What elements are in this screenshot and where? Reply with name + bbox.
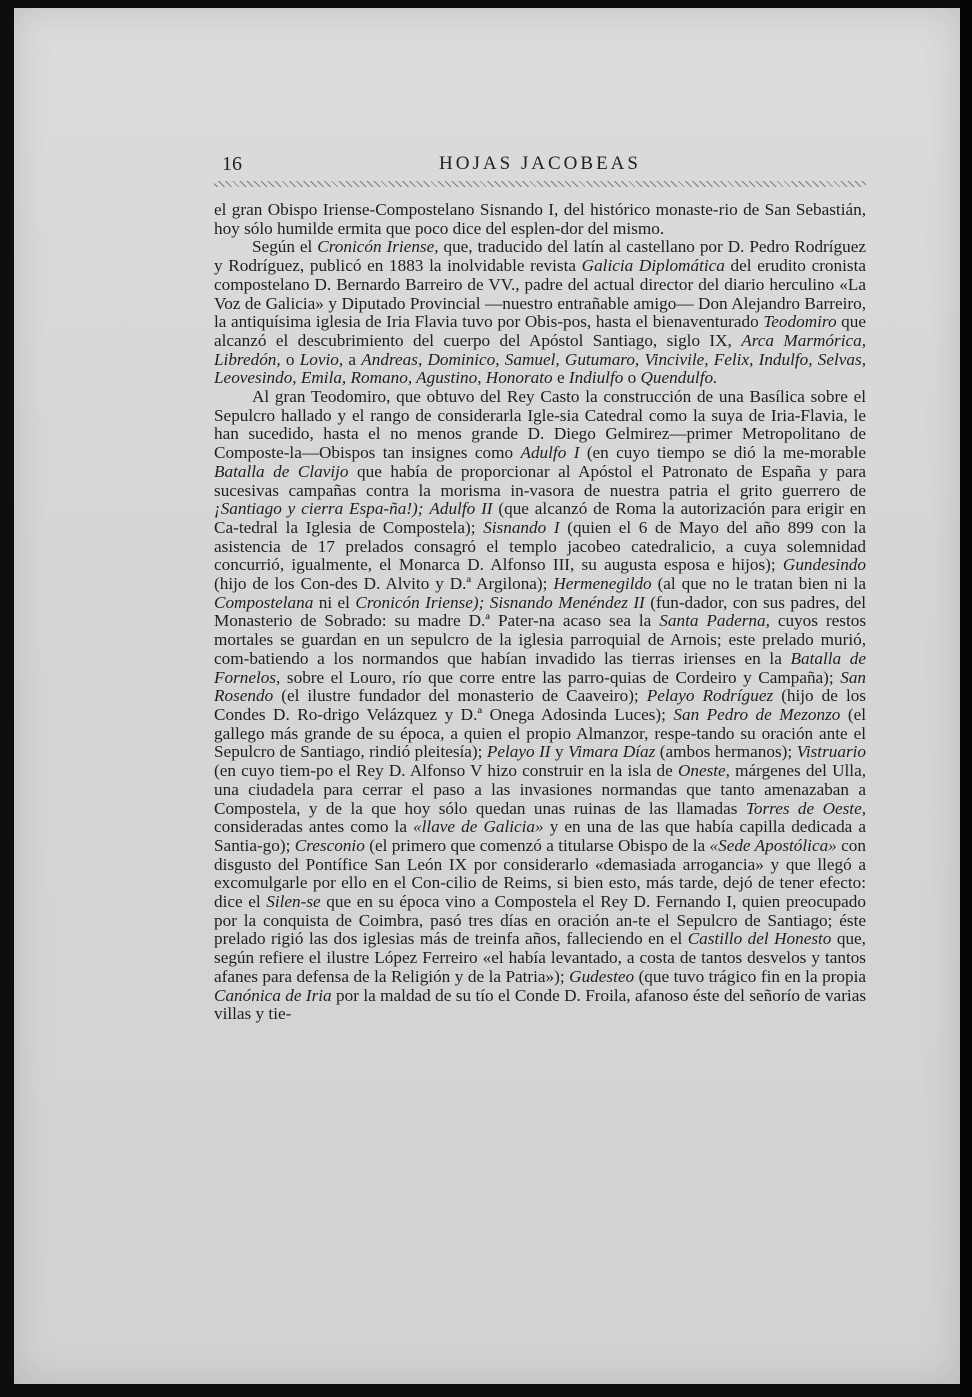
text-run: por la maldad de su tío el Conde D. Froila, afanoso éste del señorío de varias villas y tie- bbox=[214, 985, 867, 1024]
italic-run: Oneste, bbox=[677, 761, 730, 781]
text-run: (en cuyo tiem-po el Rey D. Alfonso V hizo construir en la isla de bbox=[214, 761, 678, 781]
text-run: a bbox=[343, 349, 362, 369]
italic-run: Santa Paderna, bbox=[659, 611, 770, 631]
text-run: (fun-dador, con sus padres, del Monasterio de Sobrado: su madre D.ª Pater-na acaso sea la bbox=[214, 592, 866, 631]
italic-run: Vimara Díaz bbox=[568, 742, 656, 762]
italic-run: Castillo del Honesto bbox=[687, 929, 832, 949]
text-run: que en su época vino a Compostela el Rey D. Fernando I, quien preocupado por la conquista de Coimbra, pasó tres días en oración an-te el Sepulcro de Santiago; éste prelado rigió las dos iglesias más de treinfa años, falleciendo en el bbox=[214, 892, 866, 949]
text-run: (en cuyo tiempo se dió la me-morable bbox=[579, 443, 866, 463]
paragraph-teodomiro bbox=[214, 388, 866, 1024]
header-ornament-rule bbox=[214, 181, 866, 187]
text-run: que alcanzó el descubrimiento del cuerpo del Apóstol Santiago, siglo IX, bbox=[214, 312, 866, 350]
italic-run: Adulfo I bbox=[520, 443, 580, 463]
text-run: Según el bbox=[252, 237, 318, 257]
text-run: que, según refiere el ilustre López Ferreiro «el había levantado, a costa de tantos desvelos y tantos afanes para defensa de la Religión y de la Patria»); bbox=[214, 929, 866, 986]
text-run: márgenes del Ulla, una ciudadela para cerrar el paso a las invasiones normandas que tanto amenazaban a Compostela, y de la que hoy sólo quedan unas ruinas de las llamadas bbox=[214, 761, 866, 818]
text-run: (hijo de los Con-des D. Alvito y D.ª Argilona); bbox=[214, 574, 554, 594]
italic-run: Pelayo Rodríguez bbox=[646, 686, 774, 706]
italic-run: San Rosendo bbox=[214, 667, 866, 706]
italic-run: Cronicón Iriense, bbox=[317, 237, 439, 257]
text-run: (que alcanzó de Roma la autorización para erigir en Ca-tedral la Iglesia de Compostela); bbox=[214, 499, 867, 537]
italic-run: Vistruario bbox=[796, 742, 867, 762]
page-number: 16 bbox=[222, 153, 242, 175]
italic-run: Adulfo II bbox=[429, 499, 493, 519]
text-run: e bbox=[552, 368, 569, 388]
text-run: Al gran Teodomiro, que obtuvo del Rey Casto la construcción de una Basílica sobre el Sepulcro hallado y el rango de considerarla Igle-sia Catedral como la suya de Iria-Flavia, le han sucedido, hasta el no menos grande D. Diego Gelmirez—primer Metropolitano de Composte-la—Obispos tan insignes como bbox=[214, 387, 866, 463]
italic-run: Arca Marmórica, Libredón, bbox=[214, 330, 866, 369]
scan-right-edge bbox=[960, 0, 972, 1397]
italic-run: Compostelana bbox=[214, 592, 314, 612]
italic-run: Sisnando I bbox=[483, 517, 560, 537]
italic-run: «Sede Apostólica» bbox=[709, 835, 837, 855]
text-run: cuyos restos mortales se guardan en un sepulcro de la iglesia parroquial de Arnois; este prelado murió, com-batiendo a los normandos que habían invadido las tierras irienses en la bbox=[214, 611, 867, 668]
text-run: y bbox=[550, 742, 569, 762]
text-run: del erudito cronista compostelano D. Bernardo Barreiro de VV., padre del actual director del diario herculino «La Voz de Galicia» y Diputado Provincial —nuestro entrañable amigo— Don Alejandro Barreiro, la antiquísima iglesia de Iria Flavia tuvo por Obis-pos, hasta el bienaventurado bbox=[214, 256, 866, 332]
italic-run: Andreas, Dominico, Samuel, Gutumaro, Vincivile, Felix, Indulfo, Selvas, Leovesindo, Emila, Romano, Agustino, Honorato bbox=[214, 349, 866, 388]
text-run: (al que no le tratan bien ni la bbox=[651, 574, 866, 594]
italic-run: Silen-se bbox=[266, 892, 321, 912]
italic-run: ¡Santiago y cierra Espa-ña!); bbox=[214, 499, 424, 519]
text-run: consideradas antes como la bbox=[214, 817, 414, 837]
text-run: (el gallego más grande de su época, a quien el propio Almanzor, respe-tando su oración ante el Sepulcro de Santiago, rindió pleitesía); bbox=[214, 704, 866, 762]
italic-run: San Pedro de Mezonzo bbox=[673, 704, 841, 724]
italic-run: Batalla de Fornelos, bbox=[214, 648, 866, 687]
text-run: con disgusto del Pontífice San León IX por considerarlo «demasiada arrogancia» y que llegó a excomulgarle por ello en el Con-cilio de Reims, si bien esto, más tarde, dejó de tener efecto: dice el bbox=[214, 835, 866, 912]
page-content bbox=[214, 153, 866, 1024]
paragraph-continuation bbox=[214, 201, 866, 238]
text-run: o bbox=[623, 368, 641, 388]
body-text bbox=[214, 201, 866, 1024]
paragraph-cronicon bbox=[214, 238, 866, 388]
italic-run: Quendulfo. bbox=[640, 368, 718, 388]
italic-run: Gundesindo bbox=[782, 555, 866, 575]
italic-run: Cronicón Iriense); Sisnando Menéndez II bbox=[355, 592, 645, 612]
text-run: o bbox=[280, 349, 300, 369]
text-run: sobre el Louro, río que corre entre las parro-quias de Cordeiro y Campaña); bbox=[280, 667, 841, 687]
text-run: que había de proporcionar al Apóstol el Patronato de España y para sucesivas campañas contra la morisma in-vasora de nuestra patria el grito guerrero de bbox=[214, 461, 866, 500]
italic-run: Gudesteo bbox=[569, 966, 635, 986]
italic-run: Cresconio bbox=[294, 835, 365, 855]
italic-run: Galicia Diplomática bbox=[581, 256, 725, 276]
running-title: HOJAS JACOBEAS bbox=[439, 153, 641, 174]
text-run: y en una de las que había capilla dedicada a Santia-go); bbox=[214, 817, 867, 855]
italic-run: «llave de Galicia» bbox=[413, 817, 544, 837]
text-run: (el ilustre fundador del monasterio de Caaveiro); bbox=[273, 686, 647, 706]
italic-run: Indiulfo bbox=[568, 368, 624, 388]
text-run: el gran Obispo Iriense-Compostelano Sisnando I, del histórico monaste-rio de San Sebastián, hoy sólo humilde ermita que poco dice del esplen-dor del mismo. bbox=[214, 200, 866, 238]
italic-run: Batalla de Clavijo bbox=[214, 461, 349, 481]
italic-run: Canónica de Iria bbox=[214, 985, 332, 1005]
document-page bbox=[14, 8, 960, 1384]
text-run: (que tuvo trágico fin en la propia bbox=[634, 966, 866, 986]
page-header bbox=[214, 153, 866, 179]
text-run: que, traducido del latín al castellano por D. Pedro Rodríguez y Rodríguez, publicó en 1883 la inolvidable revista bbox=[214, 237, 866, 276]
italic-run: Hermenegildo bbox=[553, 574, 652, 594]
italic-run: Lovio, bbox=[299, 349, 344, 369]
italic-run: Torres de Oeste, bbox=[745, 798, 866, 818]
text-run: ni el bbox=[313, 592, 356, 612]
italic-run: Pelayo II bbox=[486, 742, 551, 762]
text-run: (ambos hermanos); bbox=[655, 742, 797, 762]
text-run: (quien el 6 de Mayo del año 899 con la asistencia de 17 prelados consagró el templo jacobeo catedralicio, a cuya solemnidad concurrió, igualmente, el Monarca D. Alfonso III, su augusta esposa e hijos); bbox=[214, 517, 866, 575]
italic-run: Teodomiro bbox=[763, 312, 837, 332]
text-run: (el primero que comenzó a titularse Obispo de la bbox=[364, 835, 710, 855]
text-run: (hijo de los Condes D. Ro-drigo Velázquez y D.ª Onega Adosinda Luces); bbox=[214, 686, 866, 724]
